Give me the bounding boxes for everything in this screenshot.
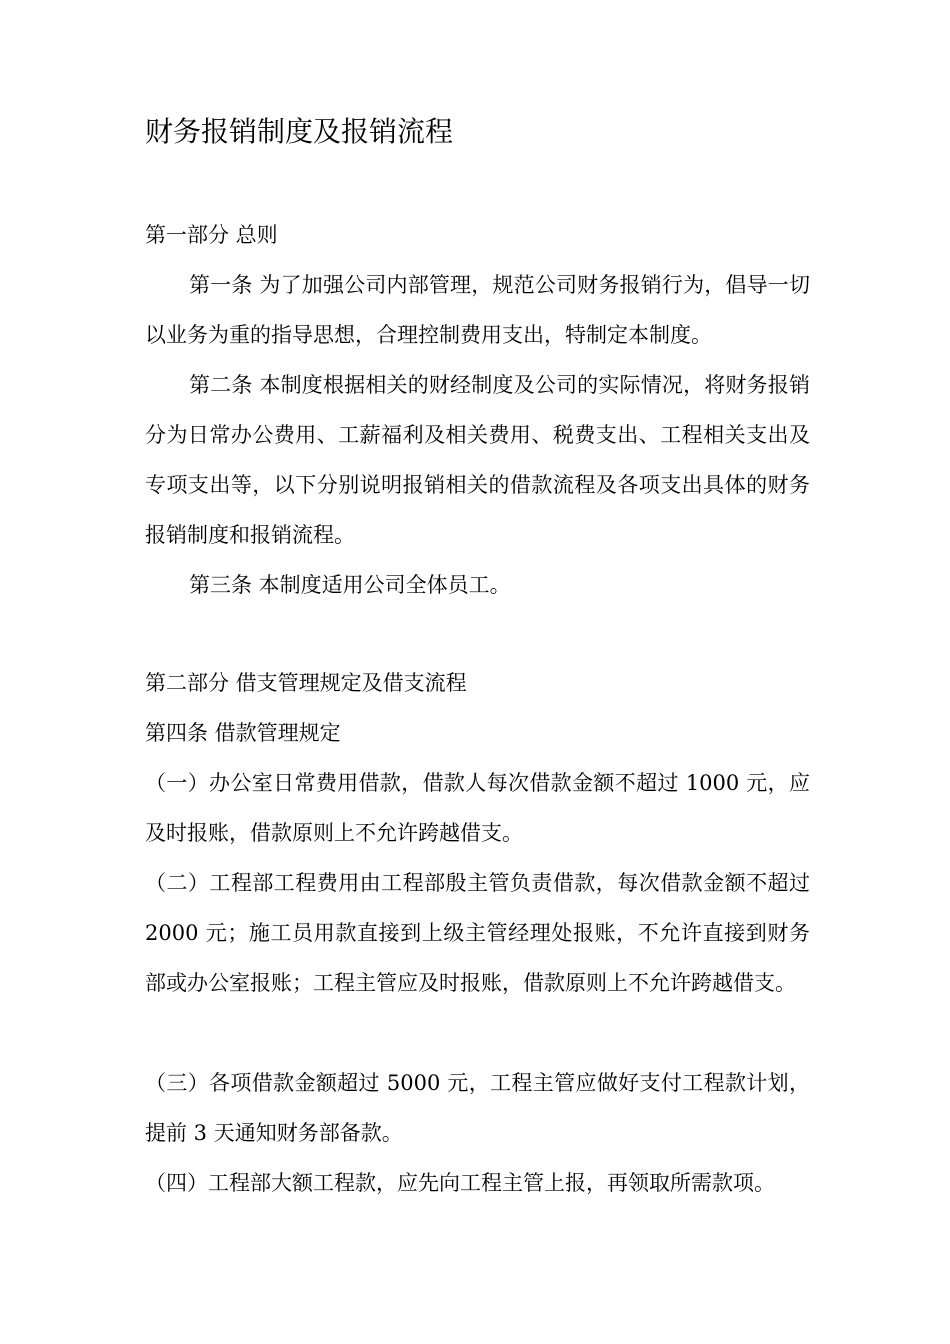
part1-heading: 第一部分 总则 bbox=[145, 223, 278, 247]
article-4-item-4: （四）工程部大额工程款，应先向工程主管上报，再领取所需款项。 bbox=[145, 1171, 775, 1195]
article-4-item-3: （三）各项借款金额超过 5000 元，工程主管应做好支付工程款计划，提前 3 天通知财务部备款。 bbox=[145, 1071, 810, 1145]
document-title: 财务报销制度及报销流程 bbox=[145, 115, 454, 148]
article-3: 第三条 本制度适用公司全体员工。 bbox=[189, 573, 511, 597]
article-1: 第一条 为了加强公司内部管理，规范公司财务报销行为，倡导一切以业务为重的指导思想，合理控制费用支出，特制定本制度。 bbox=[145, 273, 810, 347]
article-4-heading: 第四条 借款管理规定 bbox=[145, 721, 341, 745]
article-2: 第二条 本制度根据相关的财经制度及公司的实际情况，将财务报销分为日常办公费用、工薪福利及相关费用、税费支出、工程相关支出及专项支出等，以下分别说明报销相关的借款流程及各项支出具体的财务报销制度和报销流程。 bbox=[145, 373, 810, 547]
part2-heading: 第二部分 借支管理规定及借支流程 bbox=[145, 671, 467, 695]
article-4-item-2: （二）工程部工程费用由工程部殷主管负责借款，每次借款金额不超过 2000 元；施工员用款直接到上级主管经理处报账，不允许直接到财务部或办公室报账；工程主管应及时报账，借款原则上不允许跨越借支。 bbox=[145, 871, 810, 995]
article-4-item-1: （一）办公室日常费用借款，借款人每次借款金额不超过 1000 元，应及时报账，借款原则上不允许跨越借支。 bbox=[145, 771, 810, 845]
